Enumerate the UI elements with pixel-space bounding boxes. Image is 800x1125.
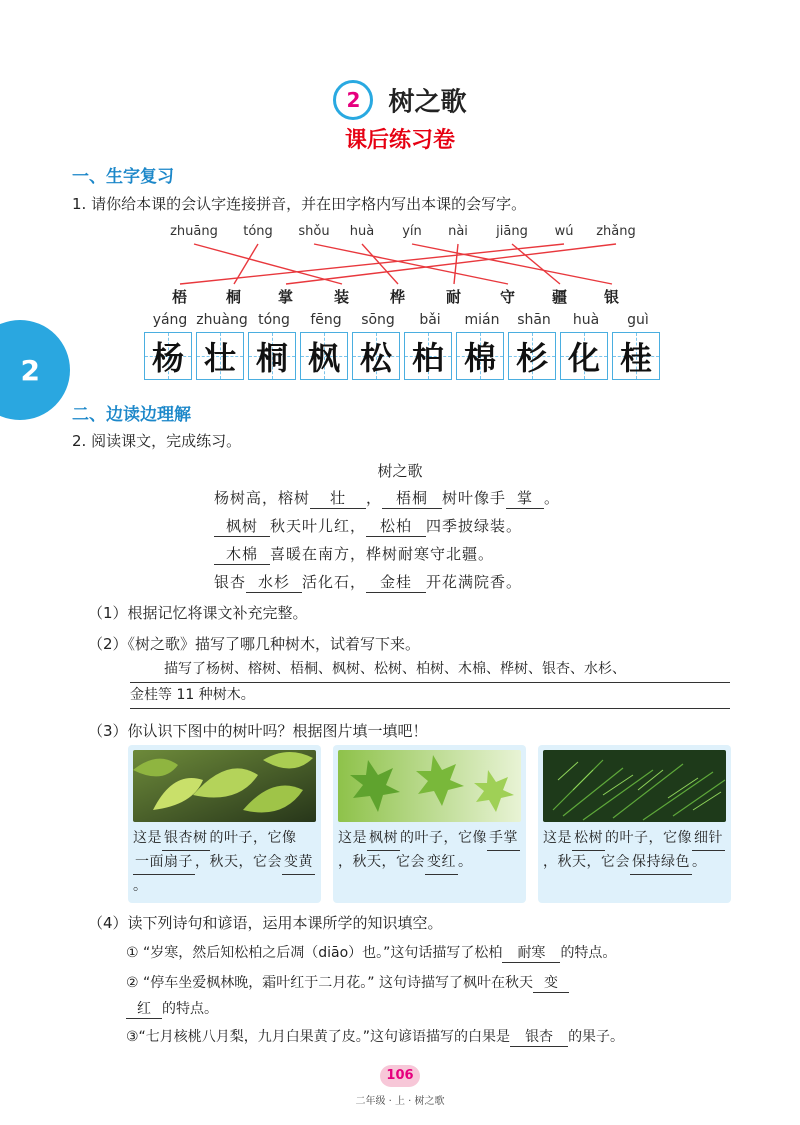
fill-blank: 细针 (692, 827, 725, 851)
pinyin-bottom-item: bǎi (419, 312, 441, 328)
sub-question-2: （2）《树之歌》描写了哪几种树木，试着写下来。 (88, 635, 421, 653)
pinyin-bottom-item: zhuàng (196, 312, 248, 328)
sub-question-4: （4）读下列诗句和谚语，运用本课所学的知识填空。 (88, 914, 443, 932)
fill-blank: 掌 (506, 487, 544, 509)
fill-blank: 一面扇子 (133, 851, 195, 875)
fill-blank: 红 (126, 998, 162, 1019)
fill-blank: 变黄 (282, 851, 315, 875)
character-top-item: 银 (604, 288, 620, 306)
character-top-item: 守 (500, 288, 516, 306)
sub4-item-2-cont: 红 的特点。 (126, 998, 218, 1019)
pinyin-top-item: zhuāng (170, 224, 218, 239)
pinyin-top-item: wú (554, 224, 574, 239)
grid-character: 杉 (515, 339, 548, 377)
pinyin-top-item: shǒu (298, 224, 330, 239)
pinyin-bottom-item: shān (517, 312, 551, 328)
question-2: 2. 阅读课文，完成练习。 (72, 432, 242, 450)
fill-blank: 变 (533, 972, 569, 993)
grid-character: 松 (359, 339, 392, 377)
sub4-item-3: ③“七月核桃八月梨，九月白果黄了皮。”这句谚语描写的白果是 银杏 的果子。 (126, 1026, 624, 1047)
tianzige-cell (508, 332, 556, 380)
sub4-item-2: ② “停车坐爱枫林晚，霜叶红于二月花。” 这句诗描写了枫叶在秋天 变 (126, 972, 569, 993)
tianzige-cell (300, 332, 348, 380)
tianzige-cell (352, 332, 400, 380)
leaf-card-text: 这是 枫树 的叶子，它像 手掌，秋天，它会 变红 。 (338, 827, 521, 875)
pine-needle-image (543, 750, 726, 822)
poem-title: 树之歌 (377, 462, 423, 480)
poem-line-2: 枫树 秋天叶儿红， 松柏 四季披绿装。 (214, 515, 522, 537)
poem-line-4: 银杏 水杉 活化石， 金桂 开花满院香。 (214, 573, 523, 591)
pinyin-top-item: tóng (243, 224, 273, 239)
leaf-card-ginkgo (128, 745, 321, 903)
lesson-title: 树之歌 (388, 87, 467, 118)
fill-blank: 梧桐 (382, 487, 442, 509)
sub-question-1: （1）根据记忆将课文补充完整。 (88, 604, 308, 622)
ginkgo-leaf-image (133, 750, 316, 822)
pinyin-bottom-item: huà (572, 312, 600, 328)
tianzige-cell (144, 332, 192, 380)
page-footer: 二年级 · 上 · 树之歌 (355, 1096, 445, 1107)
tianzige-cell (248, 332, 296, 380)
lesson-number-badge: 2 (333, 80, 373, 120)
grid-character: 棉 (463, 339, 496, 377)
tianzige-grid (144, 332, 664, 380)
pinyin-top-item: huà (349, 224, 375, 239)
fill-blank: 银杏 (510, 1026, 568, 1047)
pinyin-top-item: jiāng (496, 224, 528, 239)
character-top-item: 桐 (226, 288, 242, 306)
match-line (512, 244, 560, 284)
fill-blank: 松柏 (366, 515, 426, 537)
character-top-item: 耐 (446, 288, 462, 306)
pinyin-bottom-item: mián (464, 312, 500, 328)
page-number: 106 (380, 1065, 420, 1087)
fill-blank: 枫树 (214, 515, 270, 537)
answer-line-2: 金桂等 11 种树木。 (130, 684, 730, 709)
tianzige-cell (612, 332, 660, 380)
character-top-item: 掌 (278, 288, 294, 306)
matching-lines (0, 0, 800, 320)
fill-blank: 水杉 (246, 571, 302, 593)
leaf-card-text: 这是 银杏树 的叶子，它像一面扇子 ，秋天，它会 变黄。 (133, 827, 316, 898)
fill-blank: 银杏树 (162, 827, 210, 851)
pinyin-bottom-item: sōng (361, 312, 395, 328)
section2-heading: 二、边读边理解 (72, 405, 191, 425)
fill-blank: 金桂 (366, 571, 426, 593)
grid-character: 杨 (151, 339, 184, 377)
poem-line-3: 木棉 喜暖在南方，桦树耐寒守北疆。 (214, 543, 494, 565)
pinyin-bottom-item: yáng (152, 312, 188, 328)
fill-blank: 耐寒 (502, 942, 560, 963)
sub-question-3: （3）你认识下图中的树叶吗？根据图片填一填吧！ (88, 722, 428, 740)
character-top-item: 桦 (390, 288, 406, 306)
match-line (194, 244, 342, 284)
grid-character: 桂 (619, 339, 652, 377)
tianzige-cell (560, 332, 608, 380)
side-chapter-tab (0, 320, 70, 420)
grid-character: 枫 (307, 339, 340, 377)
question-1: 1. 请你给本课的会认字连接拼音，并在田字格内写出本课的会写字。 (72, 195, 527, 213)
fill-blank: 枫树 (367, 827, 400, 851)
leaf-card-text: 这是 松树 的叶子，它像 细针，秋天，它会 保持绿色 。 (543, 827, 726, 875)
pinyin-top-item: nài (448, 224, 468, 239)
poem-line-1: 杨树高，榕树 壮 ， 梧桐 树叶像手 掌 。 (214, 489, 561, 507)
character-top-item: 装 (334, 288, 350, 306)
match-line (286, 244, 616, 284)
grid-character: 壮 (203, 339, 236, 377)
pinyin-top-item: yín (402, 224, 422, 239)
fill-blank: 保持绿色 (630, 851, 692, 875)
tianzige-cell (456, 332, 504, 380)
fill-blank: 木棉 (214, 543, 270, 565)
match-line (314, 244, 508, 284)
fill-blank: 松树 (572, 827, 605, 851)
leaf-card-pine (538, 745, 731, 903)
character-top-item: 梧 (172, 288, 188, 306)
fill-blank: 手掌 (487, 827, 520, 851)
pinyin-bottom-item: fēng (310, 312, 342, 328)
fill-blank: 变红 (425, 851, 458, 875)
grid-character: 柏 (411, 339, 444, 377)
pinyin-bottom-item: tóng (258, 312, 290, 328)
section1-heading: 一、生字复习 (72, 167, 174, 187)
maple-leaf-image (338, 750, 521, 822)
fill-blank: 壮 (310, 487, 366, 509)
character-top-item: 疆 (552, 288, 568, 306)
sub4-item-1: ① “岁寒，然后知松柏之后凋（diāo）也。”这句话描写了松柏 耐寒 的特点。 (126, 942, 616, 963)
answer-line-1: 描写了杨树、榕树、梧桐、枫树、松树、柏树、木棉、桦树、银杏、水杉、 (130, 658, 730, 683)
grid-character: 桐 (255, 339, 288, 377)
page-subtitle: 课后练习卷 (344, 128, 455, 153)
pinyin-top-item: zhǎng (596, 224, 636, 239)
tianzige-cell (404, 332, 452, 380)
pinyin-bottom-item: guì (627, 312, 649, 328)
match-line (180, 244, 564, 284)
grid-character: 化 (567, 339, 600, 377)
tianzige-cell (196, 332, 244, 380)
side-tab-number: 2 (20, 353, 40, 387)
leaf-card-maple (333, 745, 526, 903)
